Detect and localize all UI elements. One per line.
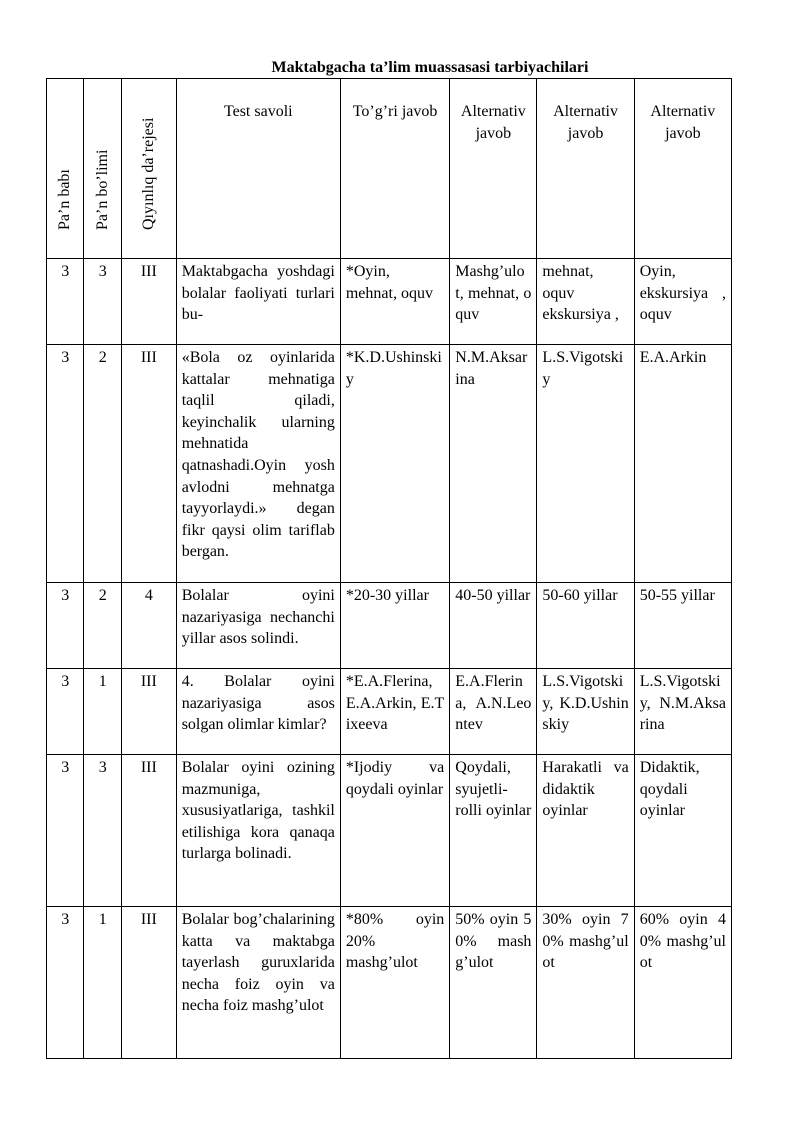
header-test-savoli: Test savoli (176, 79, 340, 259)
cell-savol: «Bola oz oyinlarida kattalar mehnatiga taqlil qiladi, keyinchalik ularning mehnatida qatnashadi.Oyin yosh avlodni mehnatga tayyorlaydi.» degan fikr qaysi olim tariflab bergan. (176, 345, 340, 583)
cell-alternativ-2: 30% oyin 70% mashg’ulot (537, 907, 634, 1059)
cell-daraja: III (121, 755, 176, 907)
header-qiyinliq-darajesi: Qıyınlıq da’rejesi (121, 79, 176, 259)
cell-alternativ-1: 50% oyin 50% mashg’ulot (450, 907, 537, 1059)
table-row (47, 259, 732, 345)
page-title: Maktabgacha ta’lim muassasasi tarbiyachilari (271, 59, 589, 76)
cell-bob: 3 (47, 669, 84, 755)
cell-alternativ-3: 60% oyin 40% mashg’ulot (634, 907, 731, 1059)
cell-daraja: III (121, 259, 176, 345)
cell-togri-javob: *Ijodiy va qoydali oyinlar (340, 755, 449, 907)
cell-alternativ-3: 50-55 yillar (634, 583, 731, 669)
cell-alternativ-1: Mashg’ulot, mehnat, oquv (450, 259, 537, 345)
header-row (47, 79, 732, 259)
table-row (47, 755, 732, 907)
cell-alternativ-2: L.S.Vigotskiy, K.D.Ushinskiy (537, 669, 634, 755)
cell-bob: 3 (47, 345, 84, 583)
cell-bob: 3 (47, 755, 84, 907)
cell-alternativ-1: N.M.Aksarina (450, 345, 537, 583)
cell-bob: 3 (47, 583, 84, 669)
cell-bob: 3 (47, 907, 84, 1059)
cell-alternativ-1: E.A.Flerina, A.N.Leontev (450, 669, 537, 755)
cell-alternativ-2: 50-60 yillar (537, 583, 634, 669)
cell-alternativ-3: Oyin, ekskursiya , oquv (634, 259, 731, 345)
cell-bolim: 1 (84, 669, 121, 755)
table-row (47, 907, 732, 1059)
cell-bolim: 1 (84, 907, 121, 1059)
cell-savol: Bolalar oyini nazariyasiga nechanchi yillar asos solindi. (176, 583, 340, 669)
test-table (46, 78, 732, 1059)
cell-alternativ-3: Didaktik, qoydali oyinlar (634, 755, 731, 907)
header-alternativ-javob-3: Alternativ javob (634, 79, 731, 259)
cell-daraja: III (121, 345, 176, 583)
cell-alternativ-3: E.A.Arkin (634, 345, 731, 583)
cell-togri-javob: *E.A.Flerina, E.A.Arkin, E.Tixeeva (340, 669, 449, 755)
cell-savol: Bolalar oyini ozining mazmuniga, xususiyatlariga, tashkil etilishiga kora qanaqa turlarga bolinadi. (176, 755, 340, 907)
cell-daraja: 4 (121, 583, 176, 669)
header-pan-bobi: Pa’n babı (47, 79, 84, 259)
cell-alternativ-3: L.S.Vigotskiy, N.M.Aksarina (634, 669, 731, 755)
cell-bolim: 3 (84, 755, 121, 907)
cell-togri-javob: *80% oyin 20% mashg’ulot (340, 907, 449, 1059)
table-row (47, 345, 732, 583)
cell-bob: 3 (47, 259, 84, 345)
cell-togri-javob: *K.D.Ushinskiy (340, 345, 449, 583)
header-pan-bolimi: Pa’n bo’limi (84, 79, 121, 259)
cell-alternativ-2: mehnat, oquv ekskursiya , (537, 259, 634, 345)
cell-savol: Bolalar bog’chalarining katta va maktabga tayerlash guruxlarida necha foiz oyin va necha foiz mashg’ulot (176, 907, 340, 1059)
cell-savol: 4. Bolalar oyini nazariyasiga asos solgan olimlar kimlar? (176, 669, 340, 755)
cell-togri-javob: *Oyin, mehnat, oquv (340, 259, 449, 345)
cell-alternativ-1: Qoydali, syujetli-rolli oyinlar (450, 755, 537, 907)
header-alternativ-javob-1: Alternativ javob (450, 79, 537, 259)
header-togri-javob: To’g’ri javob (340, 79, 449, 259)
cell-alternativ-2: L.S.Vigotskiy (537, 345, 634, 583)
cell-daraja: III (121, 669, 176, 755)
cell-bolim: 2 (84, 583, 121, 669)
cell-bolim: 2 (84, 345, 121, 583)
cell-savol: Maktabgacha yoshdagi bolalar faoliyati turlari bu- (176, 259, 340, 345)
table-row (47, 583, 732, 669)
cell-bolim: 3 (84, 259, 121, 345)
header-alternativ-javob-2: Alternativ javob (537, 79, 634, 259)
cell-alternativ-1: 40-50 yillar (450, 583, 537, 669)
table-row (47, 669, 732, 755)
cell-alternativ-2: Harakatli va didaktik oyinlar (537, 755, 634, 907)
cell-togri-javob: *20-30 yillar (340, 583, 449, 669)
cell-daraja: III (121, 907, 176, 1059)
